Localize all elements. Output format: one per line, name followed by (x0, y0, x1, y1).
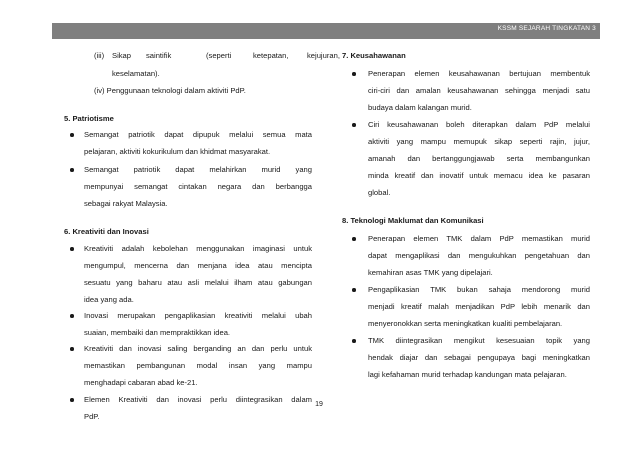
text-line: global. (368, 188, 391, 197)
text-word: saintifik (146, 51, 172, 60)
list-label: (iii) (94, 51, 105, 60)
bullet-icon (352, 123, 356, 127)
text-line: sebagai rakyat Malaysia. (84, 199, 168, 208)
section-title: 6. Kreativiti dan Inovasi (64, 227, 149, 236)
bullet-icon (352, 72, 356, 76)
bullet-icon (70, 133, 74, 137)
text-line: pelajaran, aktiviti kokurikulum dan khidmat masyarakat. (84, 147, 271, 156)
text-line: Inovasi merupakan pengaplikasian kreativiti melalui ubah (84, 311, 312, 320)
text-line: lagi kefahaman murid terhadap kandungan mata pelajaran. (368, 370, 567, 379)
text-line: Pengaplikasian TMK bukan sahaja mendorong murid (368, 285, 590, 294)
text-line: memastikan pembangunan modal insan yang mampu (84, 361, 312, 370)
text-line: aktiviti yang mampu memupuk sikap seperti rajin, jujur, (368, 137, 590, 146)
page-number: 19 (315, 401, 323, 408)
section-title: 7. Keusahawanan (342, 51, 406, 60)
text-line: hendak diajar dan sebagai pengupaya bagi meningkatkan (368, 353, 590, 362)
text-word: Sikap (112, 51, 131, 60)
bullet-icon (352, 237, 356, 241)
section-title: 5. Patriotisme (64, 114, 114, 123)
bullet-icon (70, 168, 74, 172)
text-line: Penerapan elemen TMK dalam PdP memastikan murid (368, 234, 590, 243)
text-word: kejujuran, (307, 51, 340, 60)
text-line: Penerapan elemen keusahawanan bertujuan membentuk (368, 69, 590, 78)
section-title: 8. Teknologi Maklumat dan Komunikasi (342, 216, 484, 225)
text-line: minda kreatif dan inovatif untuk memacu idea ke pasaran (368, 171, 590, 180)
bullet-icon (352, 288, 356, 292)
text-line: PdP. (84, 412, 100, 421)
text-line: suaian, membaiki dan mempraktikkan idea. (84, 328, 231, 337)
text-line: menyeronokkan serta meningkatkan kualiti pembelajaran. (368, 319, 563, 328)
text-word: ketepatan, (253, 51, 289, 60)
bullet-icon (70, 314, 74, 318)
text-line: Kreativiti adalah kebolehan menggunakan imaginasi untuk (84, 244, 312, 253)
text-line: menjadi kreatif malah menjadikan PdP lebih menarik dan (368, 302, 590, 311)
text-line: Ciri keusahawanan boleh diterapkan dalam PdP melalui (368, 120, 590, 129)
text-line: Semangat patriotik dapat dipupuk melalui semua mata (84, 130, 312, 139)
text-line: sesuatu yang baharu atau asli melalui ilham atau gabungan (84, 278, 312, 287)
text-line: (iv) Penggunaan teknologi dalam aktiviti PdP. (94, 86, 246, 95)
text-line: Elemen Kreativiti dan inovasi perlu diintegrasikan dalam (84, 395, 312, 404)
text-word: (seperti (206, 51, 232, 60)
text-line: Semangat patriotik dapat melahirkan murid yang (84, 165, 312, 174)
bullet-icon (70, 347, 74, 351)
text-line: menghadapi cabaran abad ke-21. (84, 378, 198, 387)
text-line: TMK diintegrasikan mengikut kesesuaian topik yang (368, 336, 590, 345)
text-line: Kreativiti dan inovasi saling berganding an dan perlu untuk (84, 344, 312, 353)
text-line: mempunyai semangat cintakan negara dan berbangga (84, 182, 312, 191)
page-header-bar (52, 23, 600, 39)
header-title: KSSM SEJARAH TINGKATAN 3 (497, 25, 596, 32)
text-line: mengumpul, mencerna dan menjana idea atau mencipta (84, 261, 312, 270)
text-line: ciri-ciri dan amalan keusahawanan sehingga menjadi satu (368, 86, 590, 95)
text-line: dapat mengaplikasi dan mengukuhkan pengetahuan dan (368, 251, 590, 260)
text-line: budaya dalam kalangan murid. (368, 103, 472, 112)
text-line: idea yang ada. (84, 295, 134, 304)
text-line: kemahiran asas TMK yang dipelajari. (368, 268, 493, 277)
text-line: keselamatan). (112, 69, 160, 78)
bullet-icon (70, 247, 74, 251)
text-line: amanah dan bertanggungjawab serta membangunkan (368, 154, 590, 163)
bullet-icon (352, 339, 356, 343)
